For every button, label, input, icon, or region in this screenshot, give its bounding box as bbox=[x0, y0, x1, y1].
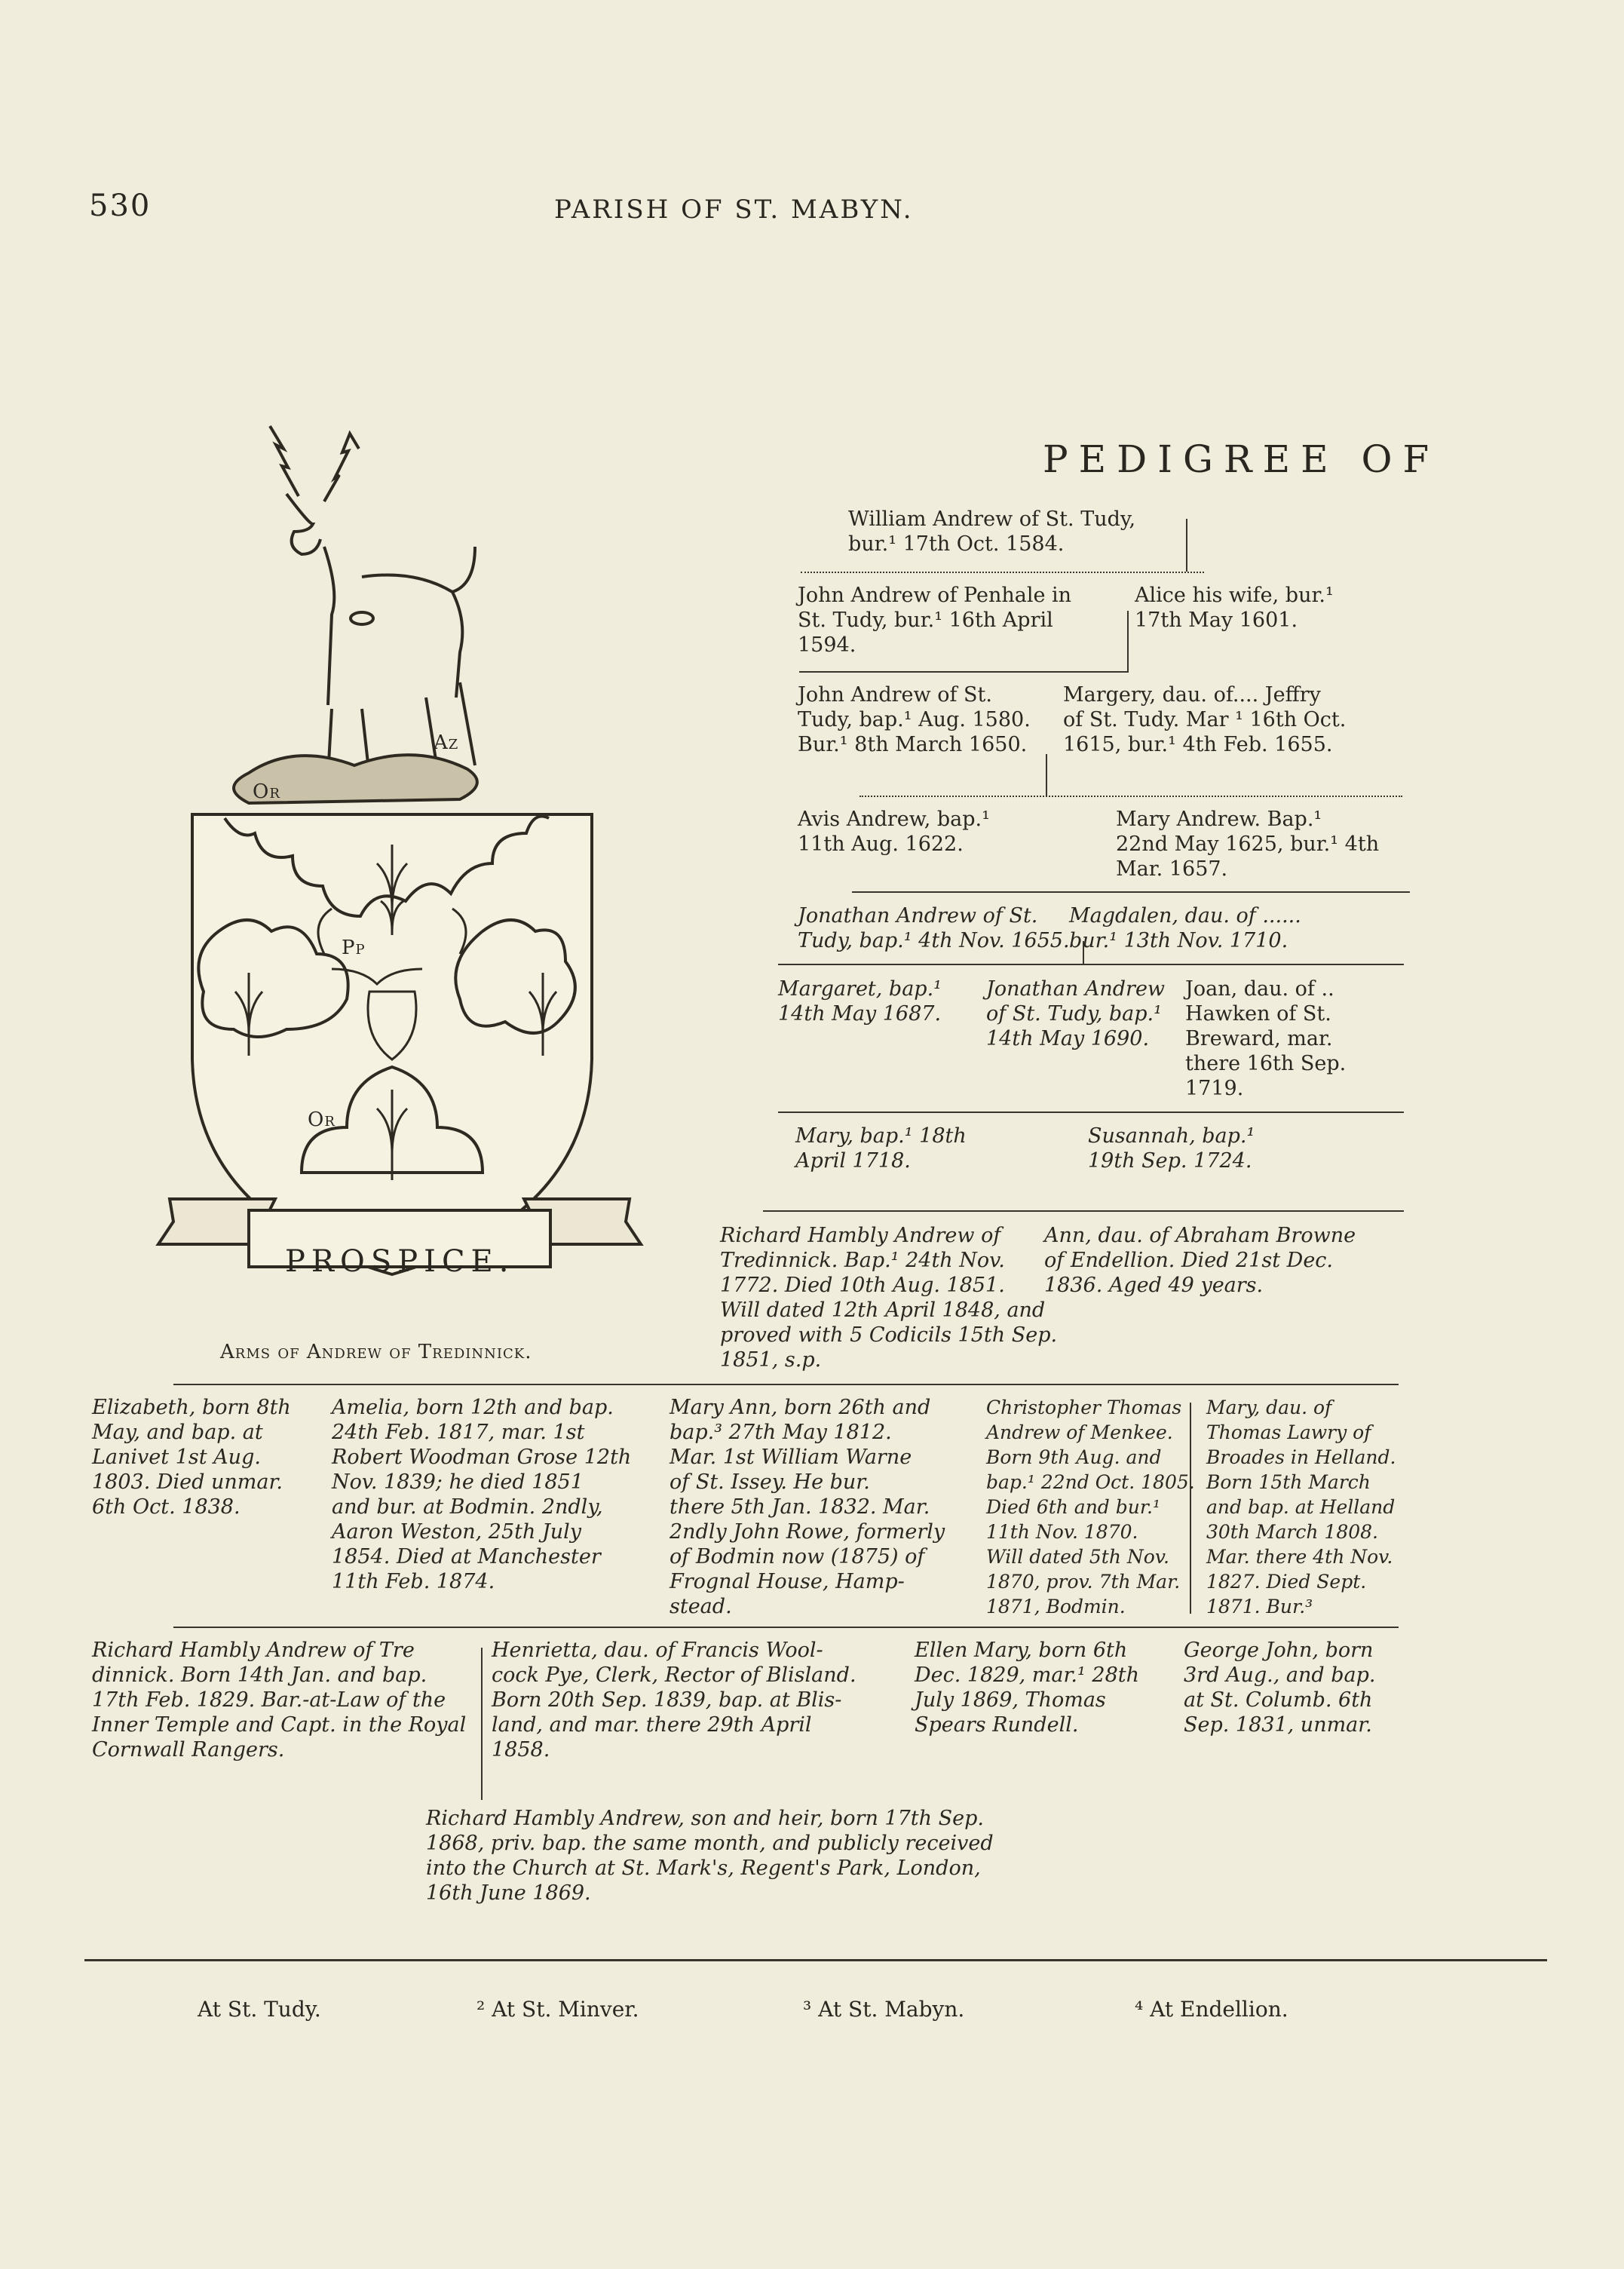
tincture-or-bottom: Or bbox=[308, 1108, 336, 1131]
mary-andrew: Mary Andrew. Bap.¹ 22nd May 1625, bur.¹ 4th Mar. 1657. bbox=[1116, 808, 1380, 881]
george-john: George John, born 3rd Aug., and bap. at St. Columb. 6th Sep. 1831, unmar. bbox=[1184, 1639, 1376, 1737]
mary-1718: Mary, bap.¹ 18th April 1718. bbox=[795, 1124, 967, 1173]
richard-heir: Richard Hambly Andrew, son and heir, born 17th Sep. 1868, priv. bap. the same month, and publicly received into the Church at St. Mark's, Regent's Park, London, 16th June 1869. bbox=[426, 1807, 994, 1905]
john-andrew-st-tudy: John Andrew of St. Tudy, bap.¹ Aug. 1580. Bur.¹ 8th March 1650. bbox=[798, 683, 1031, 756]
susannah: Susannah, bap.¹ 19th Sep. 1724. bbox=[1088, 1124, 1255, 1173]
mary-ann: Mary Ann, born 26th and bap.³ 27th May 1812. Mar. 1st William Warne of St. Issey. He bur. there 5th Jan. 1832. Mar. 2ndly John Rowe, formerly of Bodmin now (1875) of Frognal House, Hamp- stead. bbox=[670, 1396, 945, 1618]
richard-hambly-andrew-1829: Richard Hambly Andrew of Tre dinnick. Born 14th Jan. and bap. 17th Feb. 1829. Bar.-at-Law of the Inner Temple and Capt. in the Royal Cornwall Rangers. bbox=[92, 1639, 467, 1762]
william-andrew: William Andrew of St. Tudy, bur.¹ 17th Oct. 1584. bbox=[848, 507, 1136, 556]
mary-lawry: Mary, dau. of Thomas Lawry of Broades in Helland. Born 15th March and bap. at Helland 30th March 1808. Mar. there 4th Nov. 1827. Died Sept. 1871. Bur.³ bbox=[1206, 1397, 1396, 1617]
ann-browne: Ann, dau. of Abraham Browne of Endellion. Died 21st Dec. 1836. Aged 49 years. bbox=[1044, 1224, 1356, 1297]
footnote-2: ² At St. Minver. bbox=[476, 1997, 639, 2022]
tincture-or-left: Or bbox=[253, 780, 280, 803]
avis-andrew: Avis Andrew, bap.¹ 11th Aug. 1622. bbox=[798, 808, 990, 856]
tincture-pp: Pp bbox=[342, 937, 366, 959]
amelia: Amelia, born 12th and bap. 24th Feb. 1817, mar. 1st Robert Woodman Grose 12th Nov. 1839; he died 1851 and bur. at Bodmin. 2ndly, Aaron Weston, 25th July 1854. Died at Manchester 11th Feb. 1874. bbox=[332, 1396, 632, 1593]
john-andrew-penhale: John Andrew of Penhale in St. Tudy, bur.¹ 16th April 1594. bbox=[798, 584, 1072, 657]
pedigree-title: PEDIGREE OF bbox=[1043, 437, 1440, 481]
jonathan-andrew-jr: Jonathan Andrew of St. Tudy, bap.¹ 14th May 1690. bbox=[986, 977, 1166, 1050]
elizabeth: Elizabeth, born 8th May, and bap. at Lanivet 1st Aug. 1803. Died unmar. 6th Oct. 1838. bbox=[92, 1396, 291, 1519]
tincture-az: Az bbox=[434, 731, 459, 754]
richard-hambly-andrew: Richard Hambly Andrew of Tredinnick. Bap.¹ 24th Nov. 1772. Died 10th Aug. 1851. Will dated 12th April 1848, and proved with 5 Codicils 15th Sep. 1851, s.p. bbox=[720, 1224, 1058, 1372]
christopher-thomas: Christopher Thomas Andrew of Menkee. Born 9th Aug. and bap.¹ 22nd Oct. 1805. Died 6th and bur.¹ 11th Nov. 1870. Will dated 5th Nov. 1870, prov. 7th Mar. 1871, Bodmin. bbox=[986, 1397, 1195, 1617]
footnote-4: ⁴ At Endellion. bbox=[1135, 1997, 1288, 2022]
motto: PROSPICE. bbox=[285, 1244, 515, 1279]
ellen-mary: Ellen Mary, born 6th Dec. 1829, mar.¹ 28th July 1869, Thomas Spears Rundell. bbox=[915, 1639, 1140, 1737]
margaret: Margaret, bap.¹ 14th May 1687. bbox=[778, 977, 942, 1026]
footnote-3: ³ At St. Mabyn. bbox=[803, 1997, 965, 2022]
coat-of-arms bbox=[136, 411, 663, 1297]
arms-caption: Arms of Andrew of Tredinnick. bbox=[220, 1341, 532, 1363]
jonathan-andrew: Jonathan Andrew of St. Tudy, bap.¹ 4th Nov. 1655. bbox=[798, 904, 1070, 952]
margery: Margery, dau. of.... Jeffry of St. Tudy. Mar ¹ 16th Oct. 1615, bur.¹ 4th Feb. 1655. bbox=[1063, 683, 1347, 756]
running-title: PARISH OF ST. MABYN. bbox=[554, 195, 914, 225]
henrietta: Henrietta, dau. of Francis Wool- cock Pye, Clerk, Rector of Blisland. Born 20th Sep. 1839, bap. at Blis- land, and mar. there 29th April 1858. bbox=[492, 1639, 856, 1762]
page-number: 530 bbox=[89, 189, 152, 223]
magdalen: Magdalen, dau. of ...... bur.¹ 13th Nov. 1710. bbox=[1069, 904, 1301, 952]
footnote-1: At St. Tudy. bbox=[198, 1997, 321, 2022]
alice: Alice his wife, bur.¹ 17th May 1601. bbox=[1135, 584, 1334, 632]
joan: Joan, dau. of .. Hawken of St. Breward, mar. there 16th Sep. 1719. bbox=[1185, 977, 1347, 1100]
